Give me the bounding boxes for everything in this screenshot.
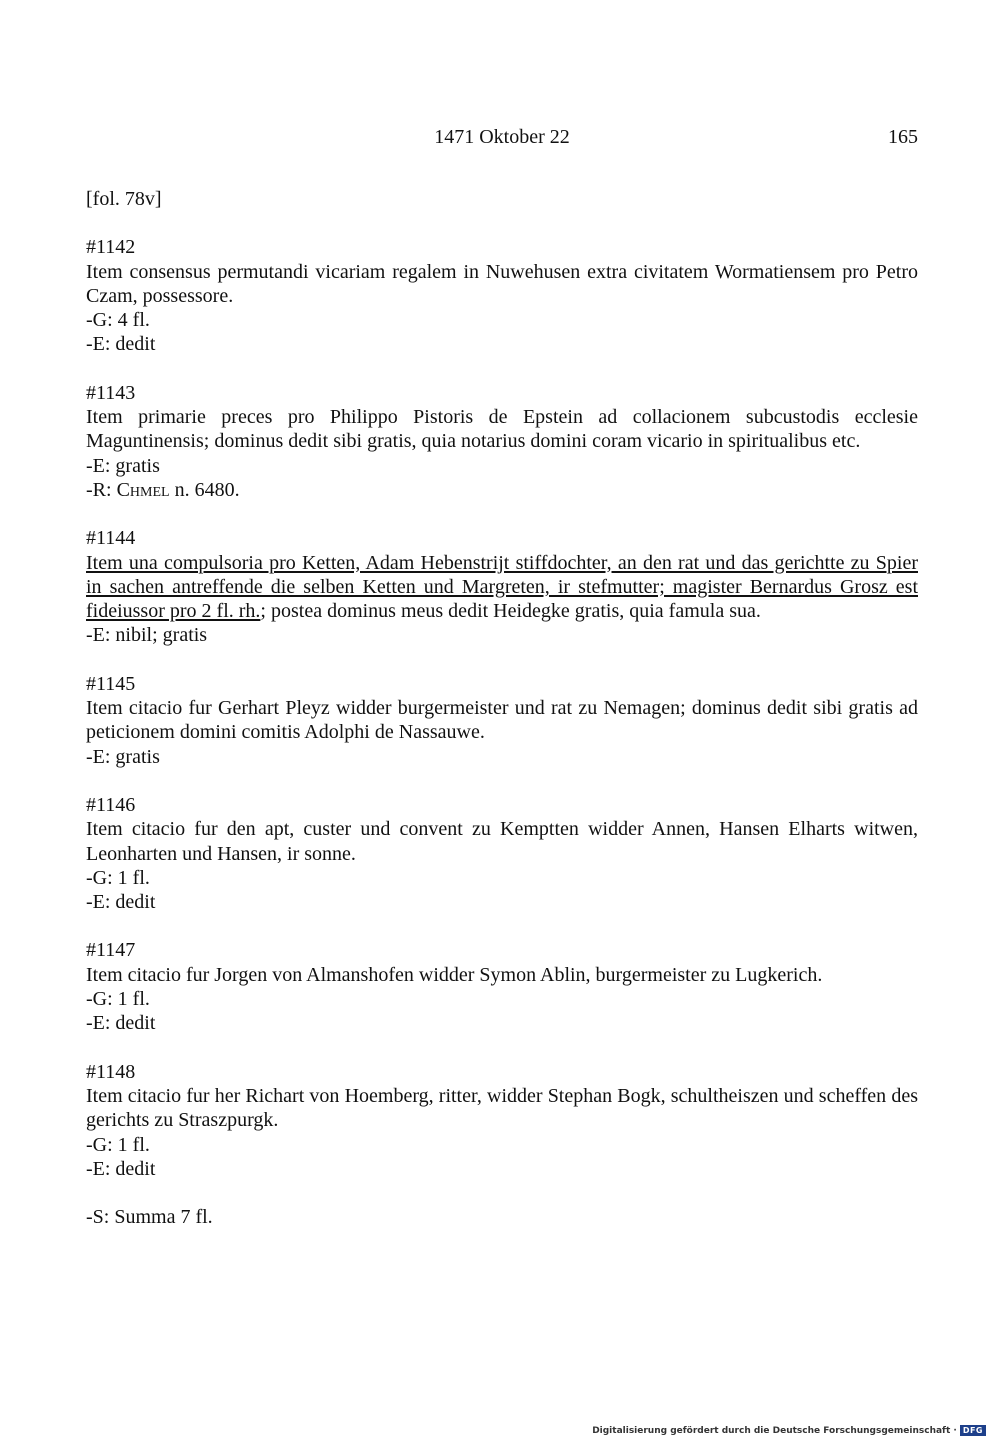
entry-text [86,551,918,624]
entry-note: -E: dedit [86,333,156,356]
running-header [86,126,918,152]
footer-text: Digitalisierung gefördert durch die Deutsche Forschungsgemeinschaft · [592,1425,957,1436]
entry-text: Item citacio fur Jorgen von Almanshofen widder Symon Ablin, burgermeister zu Lugkerich. [86,963,823,986]
entry-number: #1144 [86,527,136,550]
entry-text: Item consensus permutandi vicariam regalem in Nuwehusen extra civitatem Wormatiensem pro Petro Czam, possessore. [86,260,918,307]
entry-note: -G: 4 fl. [86,309,150,332]
entry-note: -E: gratis [86,454,160,477]
reference-author: Chmel [116,478,170,501]
underlined-passage: Item una compulsoria pro Ketten, Adam Hebenstrijt stiffdochter, an den rat und das gerichtte zu Spier in sachen antreffende die selben Ketten und Margreten, ir stefmutter; magister Bernardus Grosz est fideiussor pro 2 fl. rh. [86,551,918,623]
entry-note: -E: dedit [86,891,156,914]
reference-prefix: -R: [86,478,117,501]
entry-note: -G: 1 fl. [86,1133,150,1156]
entry-number: #1148 [86,1060,136,1083]
entry-note: -E: gratis [86,745,160,768]
entry-1146 [86,793,918,914]
footer-credit [592,1425,986,1436]
entry-1144 [86,526,918,647]
entry-note: -E: dedit [86,1012,156,1035]
entry-note: -E: nibil; gratis [86,624,208,647]
entry-1145 [86,672,918,769]
page-number: 165 [888,126,918,148]
entry-number: #1143 [86,381,136,404]
entry-note: -G: 1 fl. [86,988,150,1011]
entry-text: Item citacio fur her Richart von Hoemberg, ritter, widder Stephan Bogk, schultheiszen und scheffen des gerichts zu Straszpurgk. [86,1084,918,1132]
summary-total: -S: Summa 7 fl. [86,1206,213,1229]
entry-1143 [86,381,918,502]
entry-1148 [86,1060,918,1181]
entry-number: #1142 [86,236,136,259]
entry-note: -E: dedit [86,1157,156,1180]
entry-reference [86,478,918,502]
dfg-logo-icon: DFG [960,1425,986,1436]
entry-number: #1145 [86,672,136,695]
entry-text-continuation: ; postea dominus meus dedit Heidegke gratis, quia famula sua. [260,600,761,623]
document-body [86,187,918,1249]
entry-text: Item citacio fur Gerhart Pleyz widder burgermeister und rat zu Nemagen; dominus dedit sibi gratis ad peticionem domini comitis Adolphi de Nassauwe. [86,697,918,744]
folio-reference: [fol. 78v] [86,188,162,210]
reference-number: n. 6480. [169,478,240,501]
entry-note: -G: 1 fl. [86,866,150,889]
entry-number: #1147 [86,939,136,962]
entry-text: Item primarie preces pro Philippo Pistoris de Epstein ad collacionem subcustodis ecclesie Maguntinensis; dominus dedit sibi gratis, quia notarius domini coram vicario in spiritualibus etc. [86,406,918,453]
entry-1142 [86,235,918,356]
entry-1147 [86,938,918,1035]
entry-number: #1146 [86,793,136,816]
entry-text: Item citacio fur den apt, custer und convent zu Kemptten widder Annen, Hansen Elharts witwen, Leonharten und Hansen, ir sonne. [86,818,918,865]
header-title: 1471 Oktober 22 [434,126,570,148]
